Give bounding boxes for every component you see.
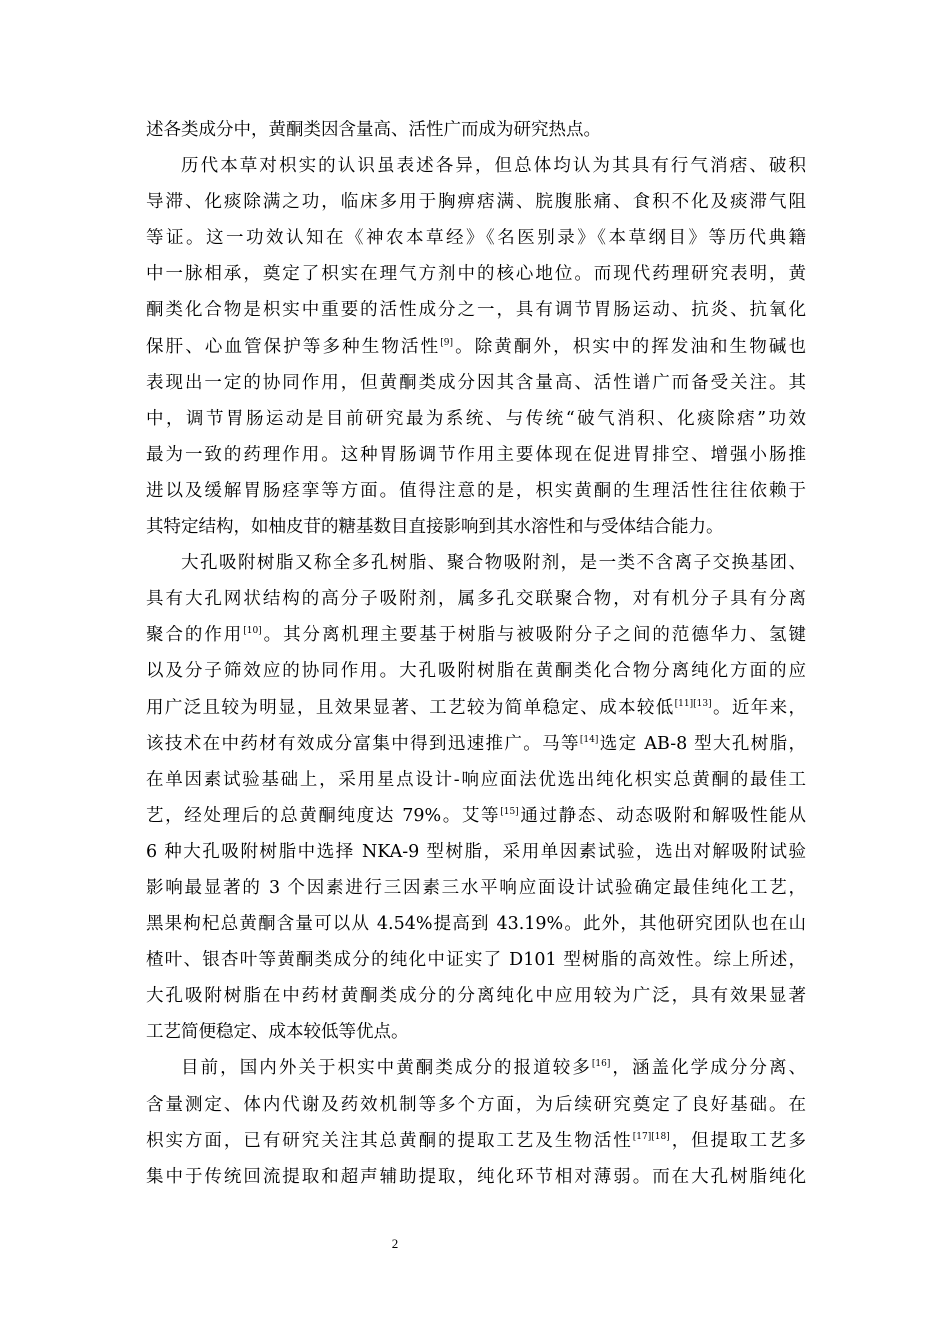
text-line xyxy=(146,365,806,401)
text-line xyxy=(146,292,806,328)
text-segment: 表现出一定的协同作用，但黄酮类成分因其含量高、活性谱广而备受关注。其 xyxy=(146,372,806,393)
text-line xyxy=(146,978,806,1014)
text-line xyxy=(146,148,806,184)
text-line xyxy=(146,220,806,256)
citation-ref: [15] xyxy=(500,806,519,817)
text-segment: 保肝、心血管保护等多种生物活性 xyxy=(146,336,441,357)
text-segment: 进以及缓解胃肠痉挛等方面。值得注意的是，枳实黄酮的生理活性往往依赖于 xyxy=(146,480,806,501)
text-line xyxy=(146,617,806,653)
text-segment: 中，调节胃肠运动是目前研究最为系统、与传统“破气消积、化痰除痞”功效 xyxy=(146,408,806,429)
text-line xyxy=(146,1050,806,1086)
text-line xyxy=(146,762,806,798)
text-line xyxy=(146,437,806,473)
text-segment: 大孔吸附树脂在中药材黄酮类成分的分离纯化中应用较为广泛，具有效果显著 xyxy=(146,986,806,1007)
text-segment: 目前，国内外关于枳实中黄酮类成分的报道较多 xyxy=(181,1058,592,1079)
text-line xyxy=(146,906,806,942)
text-segment: 。其分离机理主要基于树脂与被吸附分子之间的范德华力、氢键 xyxy=(261,625,806,646)
text-segment: 等证。这一功效认知在《神农本草经》《名医别录》《本草纲目》等历代典籍 xyxy=(146,228,806,249)
text-segment: 楂叶、银杏叶等黄酮类成分的纯化中证实了 D101 型树脂的高效性。综上所述， xyxy=(146,950,806,971)
text-segment: 枳实方面，已有研究关注其总黄酮的提取工艺及生物活性 xyxy=(146,1130,633,1151)
citation-ref: [16] xyxy=(591,1059,611,1070)
text-line xyxy=(146,401,806,437)
citation-ref: [14] xyxy=(579,734,599,745)
text-segment: 影响最显著的 3 个因素进行三因素三水平响应面设计试验确定最佳纯化工艺， xyxy=(146,877,806,898)
text-segment: 中一脉相承，奠定了枳实在理气方剂中的核心地位。而现代药理研究表明，黄 xyxy=(146,264,806,285)
page-number: 2 xyxy=(391,1236,399,1251)
text-segment: 含量测定、体内代谢及药效机制等多个方面，为后续研究奠定了良好基础。在 xyxy=(146,1094,806,1115)
text-segment: 用广泛且较为明显，且效果显著、工艺较为简单稳定、成本较低 xyxy=(146,697,675,718)
text-segment: ，但提取工艺多 xyxy=(669,1130,806,1151)
text-segment: 最为一致的药理作用。这种胃肠调节作用主要体现在促进胃排空、增强小肠推 xyxy=(146,444,806,465)
citation-ref: [9] xyxy=(440,337,453,348)
text-segment: 选定 AB-8 型大孔树脂， xyxy=(598,733,806,754)
text-line xyxy=(146,112,806,148)
text-line xyxy=(146,834,806,870)
text-segment: 述各类成分中，黄酮类因含量高、活性广而成为研究热点。 xyxy=(146,120,601,140)
text-segment: ，涵盖化学成分分离、 xyxy=(610,1058,806,1079)
text-segment: 集中于传统回流提取和超声辅助提取，纯化环节相对薄弱。而在大孔树脂纯化 xyxy=(146,1166,806,1187)
citation-ref: [17][18] xyxy=(632,1131,670,1142)
text-line xyxy=(146,1014,806,1050)
text-line xyxy=(146,184,806,220)
text-segment: 导滞、化痰除满之功，临床多用于胸痹痞满、脘腹胀痛、食积不化及痰滞气阻 xyxy=(146,192,806,213)
text-segment: 黑果枸杞总黄酮含量可以从 4.54%提高到 43.19%。此外，其他研究团队也在山 xyxy=(146,914,806,935)
text-line xyxy=(146,726,806,762)
text-line xyxy=(146,473,806,509)
text-segment: 在单因素试验基础上，采用星点设计-响应面法优选出纯化枳实总黄酮的最佳工 xyxy=(146,769,806,790)
text-line xyxy=(146,545,806,581)
text-segment: 具有大孔网状结构的高分子吸附剂，属多孔交联聚合物，对有机分子具有分离 xyxy=(146,589,806,610)
text-line xyxy=(146,329,806,365)
text-line xyxy=(146,581,806,617)
text-line xyxy=(146,798,806,834)
citation-ref: [10] xyxy=(243,626,262,637)
text-line xyxy=(146,1159,806,1195)
text-line xyxy=(146,1123,806,1159)
text-line xyxy=(146,1087,806,1123)
text-segment: 。近年来， xyxy=(711,697,806,718)
text-segment: 6 种大孔吸附树脂中选择 NKA-9 型树脂，采用单因素试验，选出对解吸附试验 xyxy=(146,841,806,862)
text-line xyxy=(146,509,806,545)
text-segment: 历代本草对枳实的认识虽表述各异，但总体均认为其具有行气消痞、破积 xyxy=(181,156,806,177)
text-segment: 通过静态、动态吸附和解吸性能从 xyxy=(518,805,806,826)
text-segment: 聚合的作用 xyxy=(146,625,244,646)
text-line xyxy=(146,942,806,978)
body-text xyxy=(146,112,806,1195)
text-segment: 。除黄酮外，枳实中的挥发油和生物碱也 xyxy=(452,336,806,357)
text-segment: 以及分子筛效应的协同作用。大孔吸附树脂在黄酮类化合物分离纯化方面的应 xyxy=(146,661,806,682)
text-segment: 该技术在中药材有效成分富集中得到迅速推广。马等 xyxy=(146,733,580,754)
text-segment: 工艺简便稳定、成本较低等优点。 xyxy=(146,1022,409,1043)
text-line xyxy=(146,690,806,726)
text-segment: 大孔吸附树脂又称全多孔树脂、聚合物吸附剂，是一类不含离子交换基团、 xyxy=(181,553,806,574)
text-segment: 艺，经处理后的总黄酮纯度达 79%。艾等 xyxy=(146,805,501,826)
text-line xyxy=(146,653,806,689)
text-segment: 酮类化合物是枳实中重要的活性成分之一，具有调节胃肠运动、抗炎、抗氧化 xyxy=(146,300,806,321)
citation-ref: [11][13] xyxy=(674,698,712,709)
text-line xyxy=(146,256,806,292)
text-segment: 其特定结构，如柚皮苷的糖基数目直接影响到其水溶性和与受体结合能力。 xyxy=(146,517,724,538)
text-line xyxy=(146,870,806,906)
